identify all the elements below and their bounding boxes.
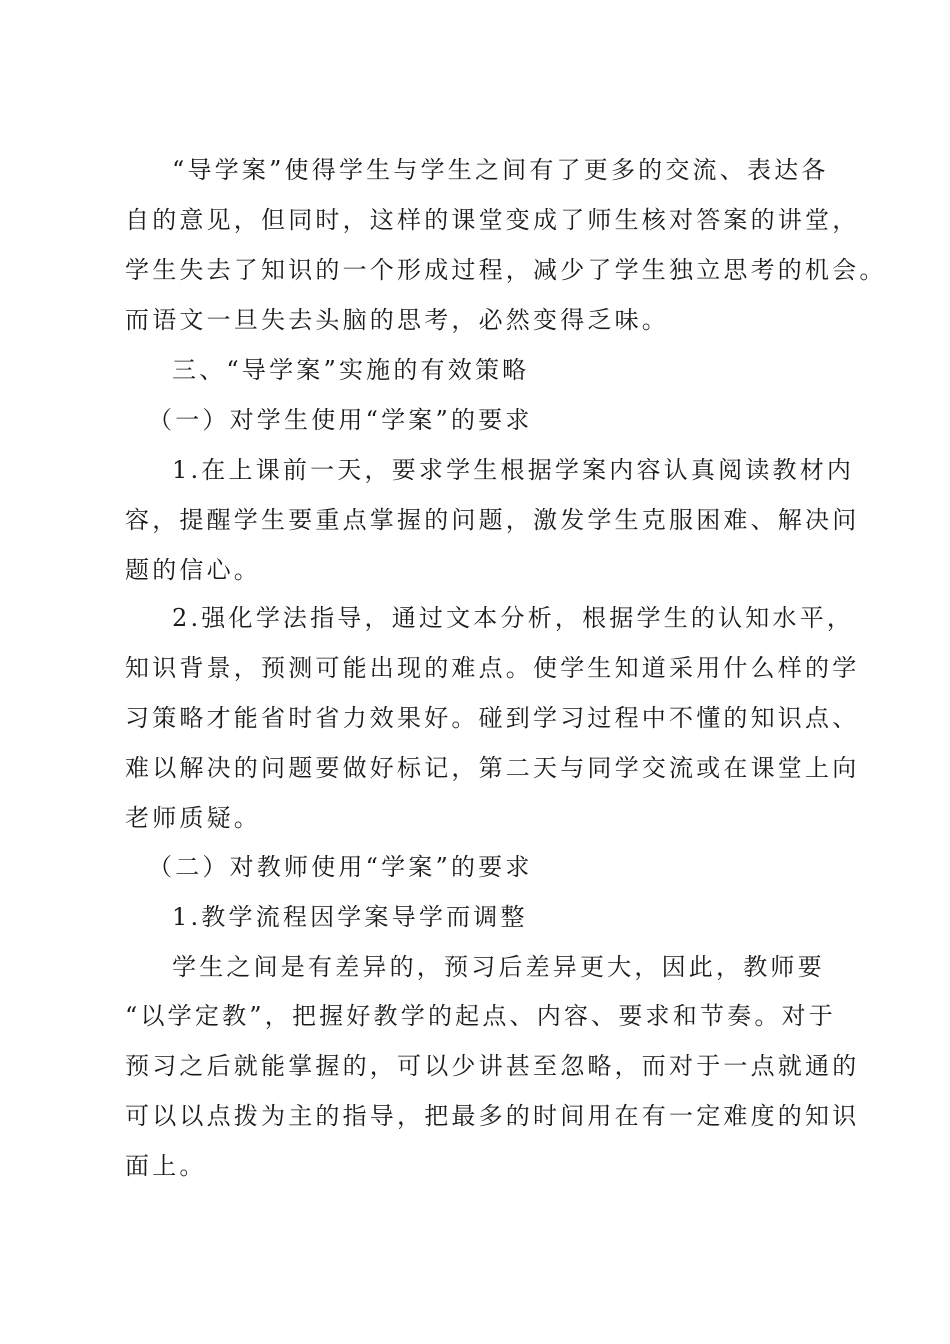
paragraph-line: 可以以点拨为主的指导，把最多的时间用在有一定难度的知识 bbox=[125, 1102, 860, 1130]
paragraph-line: 学生失去了知识的一个形成过程，减少了学生独立思考的机会。 bbox=[125, 256, 887, 284]
list-item-line: 题的信心。 bbox=[125, 556, 261, 584]
paragraph-line: 面上。 bbox=[125, 1152, 207, 1180]
subsection-heading: （二）对教师使用“学案”的要求 bbox=[148, 853, 533, 881]
section-heading: 三、“导学案”实施的有效策略 bbox=[172, 356, 530, 384]
paragraph-line: “以学定教”，把握好教学的起点、内容、要求和节奏。对于 bbox=[125, 1002, 836, 1030]
paragraph-line: 而语文一旦失去头脑的思考，必然变得乏味。 bbox=[125, 306, 669, 334]
list-item-line: 2.强化学法指导，通过文本分析，根据学生的认知水平， bbox=[172, 604, 855, 632]
list-item-line: 1.教学流程因学案导学而调整 bbox=[172, 903, 528, 931]
list-item-line: 容，提醒学生要重点掌握的问题，激发学生克服困难、解决问 bbox=[125, 506, 860, 534]
list-item-line: 1.在上课前一天，要求学生根据学案内容认真阅读教材内 bbox=[172, 456, 855, 484]
list-item-line: 知识背景，预测可能出现的难点。使学生知道采用什么样的学 bbox=[125, 654, 860, 682]
paragraph-line: 学生之间是有差异的，预习后差异更大，因此，教师要 bbox=[172, 953, 825, 981]
list-item-line: 难以解决的问题要做好标记，第二天与同学交流或在课堂上向 bbox=[125, 754, 860, 782]
list-item-line: 习策略才能省时省力效果好。碰到学习过程中不懂的知识点、 bbox=[125, 704, 860, 732]
subsection-heading: （一）对学生使用“学案”的要求 bbox=[148, 406, 533, 434]
paragraph-line: “导学案”使得学生与学生之间有了更多的交流、表达各 bbox=[172, 156, 829, 184]
paragraph-line: 预习之后就能掌握的，可以少讲甚至忽略，而对于一点就通的 bbox=[125, 1052, 860, 1080]
list-item-line: 老师质疑。 bbox=[125, 804, 261, 832]
paragraph-line: 自的意见，但同时，这样的课堂变成了师生核对答案的讲堂， bbox=[125, 206, 860, 234]
